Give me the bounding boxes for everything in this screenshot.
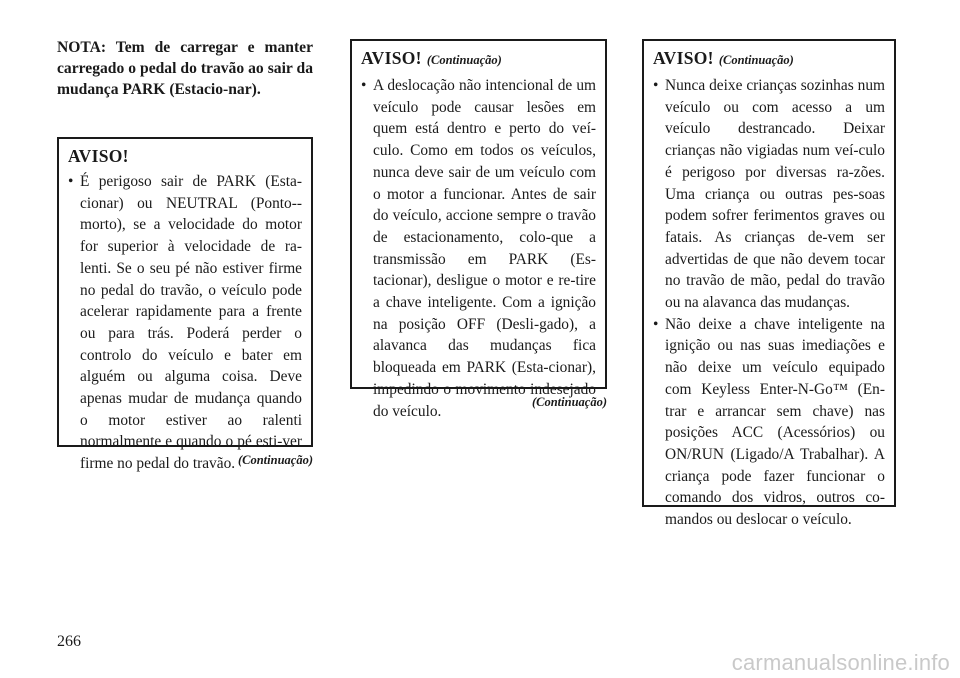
warning-title: AVISO! (Continuação) — [653, 48, 794, 68]
list-item: • É perigoso sair de PARK (Esta-cionar) ou NEUTRAL (Ponto--morto), se a velocidade do motor for superior à velocidade de ra-lenti. Se o seu pé não estiver firme no pedal do travão, o veículo pode acelerar rapidamente para a frente ou para trás. Poderá perder o controlo do veículo e bater em alguém ou alguma coisa. Deve apenas mudar de mudança quando o motor estiver ao ralenti normalmente e quando o pé esti-ver firme no pedal do travão. — [68, 173, 302, 473]
warning-title: AVISO! (Continuação) — [361, 48, 502, 68]
warning-box-2 — [350, 39, 607, 420]
bullet: • — [361, 77, 367, 94]
watermark-text: carmanualsonline.info — [731, 650, 950, 675]
bullet: • — [68, 173, 74, 190]
continuation-label: (Continuação) — [426, 53, 502, 67]
bullet: • — [653, 315, 659, 333]
continuation-footer: (Continuação) — [237, 453, 313, 467]
page-number: 266 — [57, 633, 81, 650]
warning-list — [361, 75, 596, 422]
continuation-footer: (Continuação) — [531, 395, 607, 409]
continuation-label: (Continuação) — [718, 53, 794, 67]
bullet: • — [653, 77, 659, 94]
list-item: • Não deixe a chave inteligente na ignição ou nas suas imediações e não deixe um veículo equipado com Keyless Enter-N-Go™ (En-trar e arrancar sem chave) nas posições ACC (Acessórios) ou ON/RUN (Ligado/A Trabalhar). A criança pode fazer funcionar o comando dos vidros, outros co-mandos ou deslocar o veículo. — [653, 315, 885, 529]
warning-box-3 — [642, 39, 896, 529]
note-paragraph: NOTA: Tem de carregar e manter carregado o pedal do travão ao sair da mudança PARK (Estacio-nar). — [57, 39, 313, 98]
list-item: • A deslocação não intencional de um veículo pode causar lesões em quem está dentro e perto do veí-culo. Como em todos os veículos, nunca deve sair de um veículo com o motor a funcionar. Antes de sair do veículo, accione sempre o travão de estacionamento, colo-que a transmissão em PARK (Es-tacionar), desligue o motor e re-tire a chave inteligente. Com a ignição na posição OFF (Desli-gado), a alavanca das mudanças fica bloqueada em PARK (Esta-cionar), impedindo o movimento indesejado do veículo. — [361, 77, 596, 420]
warning-list — [653, 75, 885, 531]
warning-list — [68, 171, 302, 475]
warning-title: AVISO! — [68, 146, 129, 166]
list-item: • Nunca deixe crianças sozinhas num veículo ou com acesso a um veículo destrancado. Deixar crianças não vigiadas num veí-culo é perigoso por diversas ra-zões. Uma criança ou outras pes-soas podem sofrer ferimentos graves ou fatais. As crianças de-vem ser advertidas de que não devem tocar no travão de mão, pedal do travão ou na alavanca das mudanças. — [653, 77, 885, 312]
